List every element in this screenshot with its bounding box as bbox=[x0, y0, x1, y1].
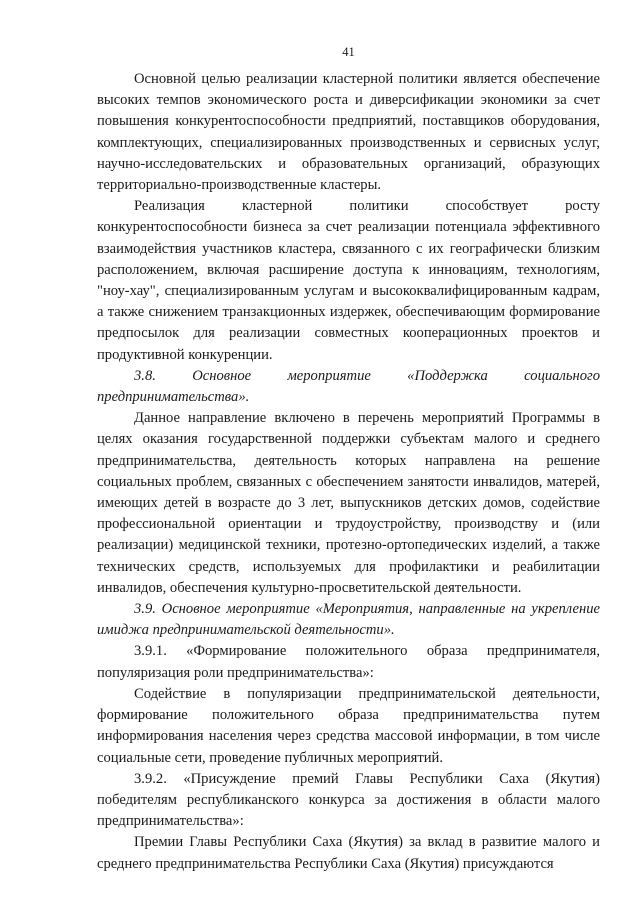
document-body bbox=[97, 69, 600, 875]
paragraph-cluster-policy-effect: Реализация кластерной политики способствует росту конкурентоспособности бизнеса за счет реализации потенциала эффективного взаимодействия участников кластера, связанного с их географически близким расположением, включая расширение доступа к инновациям, технологиям, "ноу-хау", специализированным услугам и высококвалифицированным кадрам, а также снижением транзакционных издержек, обеспечивающим формирование предпосылок для реализации совместных кооперационных проектов и продуктивной конкуренции. bbox=[97, 198, 600, 363]
paragraph-cluster-policy-goal: Основной целью реализации кластерной политики является обеспечение высоких темпов экономического роста и диверсификации экономики за счет повышения конкурентоспособности предприятий, поставщиков оборудования, комплектующих, специализированных производственных и сервисных услуг, научно-исследовательских и образовательных организаций, образующих территориально-производственные кластеры. bbox=[97, 71, 600, 194]
subsection-heading-3-9-2: 3.9.2. «Присуждение премий Главы Республики Саха (Якутия) победителям республиканского конкурса за достижения в области малого предпринимательства»: bbox=[97, 770, 600, 830]
paragraph-awards: Премии Главы Республики Саха (Якутия) за вклад в развитие малого и среднего предпринимательства Республики Саха (Якутия) присуждаются bbox=[97, 834, 600, 872]
section-heading-3-9: 3.9. Основное мероприятие «Мероприятия, направленные на укрепление имиджа предпринимательской деятельности». bbox=[97, 601, 600, 639]
page-number: 41 bbox=[342, 45, 355, 59]
section-heading-3-8: 3.8. Основное мероприятие «Поддержка социального предпринимательства». bbox=[97, 367, 600, 406]
paragraph-popularization: Содействие в популяризации предпринимательской деятельности, формирование положительного образа предпринимательства путем информирования населения через средства массовой информации, в том числе социальные сети, проведение публичных мероприятий. bbox=[97, 685, 600, 766]
paragraph-social-entrepreneurship: Данное направление включено в перечень мероприятий Программы в целях оказания государственной поддержки субъектам малого и среднего предпринимательства, деятельность которых направлена на решение социальных проблем, связанных с обеспечением занятости инвалидов, матерей, имеющих детей в возрасте до 3 лет, выпускников детских домов, содействие профессиональной ориентации и трудоустройству, производству и (или реализации) медицинской техники, протезно-ортопедических изделий, а также технических средств, используемых для профилактики и реабилитации инвалидов, обеспечения культурно-просветительской деятельности. bbox=[97, 410, 600, 596]
subsection-heading-3-9-1: 3.9.1. «Формирование положительного образа предпринимателя, популяризация роли предпринимательства»: bbox=[97, 643, 600, 681]
